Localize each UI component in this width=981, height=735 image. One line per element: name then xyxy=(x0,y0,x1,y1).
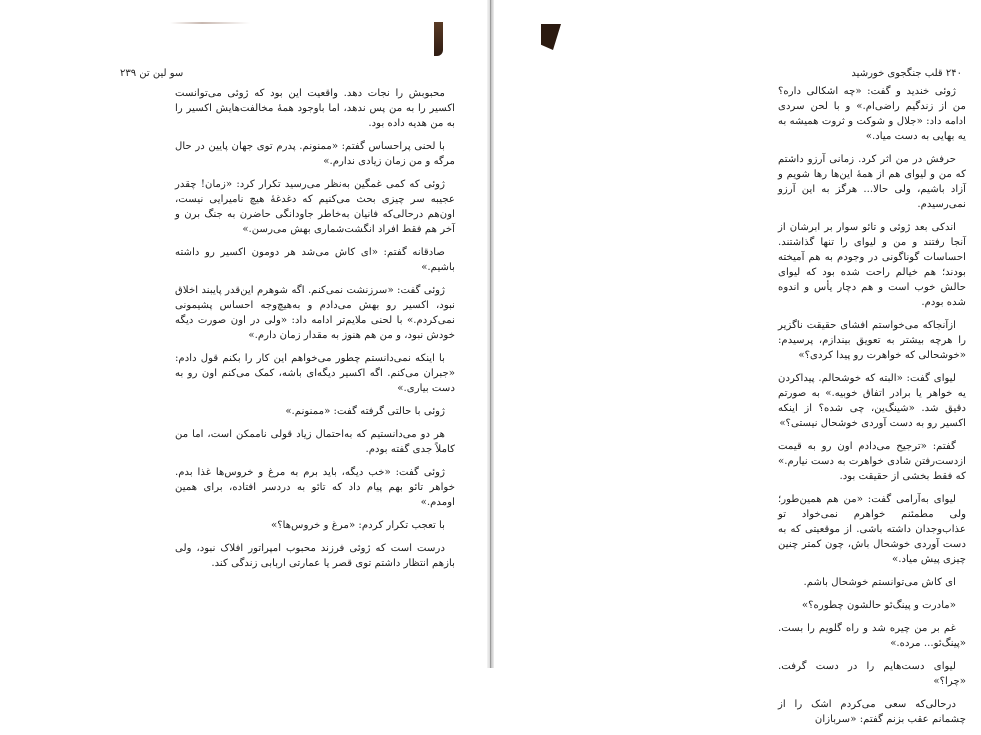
paragraph: ژوئی که کمی غمگین به‌نظر می‌رسید تکرار کرد: «زمان! چقدر عجیبه سر چیزی بحث می‌کنیم که دغدغهٔ هیچ نامیرایی نیست، اون‌هم درحالی‌که فانیان به‌خاطر جاودانگی حاضرن به جنگ برن و آخر هم فقط افراد انگشت‌شماری بهش می‌رسن.» xyxy=(175,179,455,235)
paragraph: صادقانه گفتم: «ای کاش می‌شد هر دومون اکسیر رو داشته باشیم.» xyxy=(175,247,455,273)
paragraph: ای کاش می‌توانستم خوشحال باشم. xyxy=(803,577,956,588)
paragraph: با لحنی پراحساس گفتم: «ممنونم. پدرم توی جهان پایین در حال مرگه و من زمان زیادی ندارم.» xyxy=(175,141,455,167)
paragraph: با اینکه نمی‌دانستم چطور می‌خواهم این کار را بکنم قول دادم: «جبران می‌کنم. اگه اکسیر دیگه‌ای باشه، کمک می‌کنم اون رو به دست بیاری.» xyxy=(175,353,455,394)
right-page xyxy=(494,0,981,725)
paragraph: «مادرت و پینگ‌ئو حالشون چطوره؟» xyxy=(801,600,956,611)
paragraph: هر دو می‌دانستیم که به‌احتمال زیاد قولی ناممکن است، اما من کاملاً جدی گفته بودم. xyxy=(175,429,455,455)
paragraph: اندکی بعد ژوئی و تائو سوار بر ابرشان از آنجا رفتند و من و لیوای را تنها گذاشتند. احساسات گوناگونی در وجودم به هم آمیخته بودند؛ هم خیالم راحت شده بود که لیوای حالش خوب است و هم دچار یأس و اندوه شده بودم. xyxy=(778,222,966,308)
paragraph: ژوئی گفت: «خب دیگه، باید برم به مرغ و خروس‌ها غذا بدم. خواهر تائو بهم پیام داد که تائو به دردسر افتاده، برای همین اومدم.» xyxy=(175,467,455,508)
paragraph: ژوئی گفت: «سرزنشت نمی‌کنم. اگه شوهرم این‌قدر پایبند اخلاق نبود، اکسیر رو بهش می‌دادم و به‌هیچ‌وجه احساس پشیمونی نمی‌کردم.» با لحنی ملایم‌تر ادامه داد: «ولی در اون صورت دیگه خودش نبود، و من هم هنوز به مقدار زمان دارم.» xyxy=(175,285,455,341)
paragraph: ژوئی با حالتی گرفته گفت: «ممنونم.» xyxy=(285,406,445,417)
paragraph: حرفش در من اثر کرد. زمانی آرزو داشتم که من و لیوای هم از همهٔ این‌ها رها شویم و آزاد باشیم، ولی حالا... هرگز به این آرزو نمی‌رسیدم. xyxy=(778,154,966,210)
paragraph: لیوای به‌آرامی گفت: «من هم همین‌طور؛ ولی مطمئنم خواهرم نمی‌خواد تو عذاب‌وجدان داشته باشی. از موقعیتی که به دست آوردی خوشحال باش، چون کمتر چنین چیزی پیش میاد.» xyxy=(778,494,966,565)
left-page-header-text: سو لین تن ۲۳۹ xyxy=(120,68,184,79)
left-page-body xyxy=(175,86,455,579)
paragraph: لیوای گفت: «البته که خوشحالم. پیداکردن یه خواهر یا برادر اتفاق خوبیه.» به صورتم دقیق شد. «شینگ‌ین، چی شده؟ از اینکه اکسیر رو به دست آوردی خوشحال نیستی؟» xyxy=(778,373,966,429)
left-page xyxy=(0,0,487,668)
paragraph: با تعجب تکرار کردم: «مرغ و خروس‌ها؟» xyxy=(271,520,445,531)
right-page-header xyxy=(772,68,962,82)
paragraph: ازآنجاکه می‌خواستم افشای حقیقت ناگزیر را هرچه بیشتر به تعویق بیندازم، پرسیدم: «خوشحالی که خواهرت رو پیدا کردی؟» xyxy=(778,320,966,361)
paragraph: غم بر من چیره شد و راه گلویم را بست. «پینگ‌ئو... مرده.» xyxy=(778,623,966,649)
paragraph: ژوئی خندید و گفت: «چه اشکالی داره؟ من از زندگیم راضی‌ام.» و با لحن سردی ادامه داد: «جلال و شوکت و ثروت همیشه به یه بهایی به دست میاد.» xyxy=(778,86,966,142)
left-page-header xyxy=(120,68,456,82)
ink-blot xyxy=(434,22,443,56)
right-page-header-text: ۲۴۰ قلب جنگجوی خورشید xyxy=(851,68,962,79)
page-edge-shadow xyxy=(170,22,250,24)
paragraph: درحالی‌که سعی می‌کردم اشک را از چشمانم عقب بزنم گفتم: «سربازان xyxy=(778,699,966,725)
paragraph: محبوبش را نجات دهد. واقعیت این بود که ژوئی می‌توانست اکسیر را به من پس ندهد، اما باوجود همهٔ مخالفت‌هایش اکسیر را به من هدیه داده بود. xyxy=(175,88,455,129)
gutter-line xyxy=(490,0,491,668)
right-page-body xyxy=(778,84,966,735)
paragraph: لیوای دست‌هایم را در دست گرفت. «چرا؟» xyxy=(778,661,966,687)
paragraph: گفتم: «ترجیح می‌دادم اون رو به قیمت ازدست‌رفتن شادی خواهرت به دست نیارم.» که فقط بخشی از حقیقت بود. xyxy=(778,441,966,482)
paragraph: درست است که ژوئی فرزند محبوب امپراتور افلاک نبود، ولی بازهم انتظار داشتم توی قصر یا عمارتی اربابی زندگی کند. xyxy=(175,543,455,569)
